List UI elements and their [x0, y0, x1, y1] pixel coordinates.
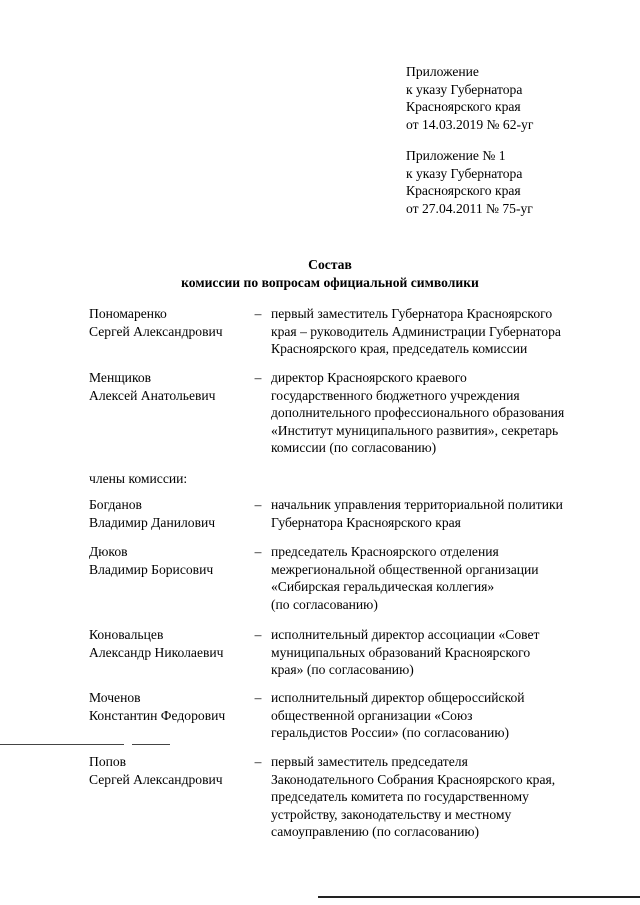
surname: Пономаренко: [89, 306, 167, 321]
role-line: председатель комитета по государственному: [271, 789, 529, 805]
annex-line: Красноярского края: [406, 99, 521, 115]
role-line: Законодательного Собрания Красноярского края,: [271, 771, 556, 787]
given-names: Владимир Борисович: [89, 561, 214, 577]
role-line: края – руководитель Администрации Губернатора: [271, 323, 561, 339]
member-name: [89, 626, 249, 661]
annex-line: Приложение № 1: [406, 148, 506, 163]
title-line-2: комиссии по вопросам официальной символики: [181, 274, 479, 290]
member-name: [89, 689, 249, 724]
dash-separator: –: [254, 497, 262, 512]
member-role: [271, 689, 611, 742]
surname: Менщиков: [89, 370, 152, 385]
role-line: исполнительный директор ассоциации «Совет: [271, 627, 540, 642]
role-line: устройству, законодательству и местному: [271, 806, 512, 822]
surname: Богданов: [89, 497, 142, 512]
role-line: (по согласованию): [271, 596, 378, 612]
given-names: Константин Федорович: [89, 707, 226, 723]
member-name: [89, 496, 249, 531]
role-line: Губернатора Красноярского края: [271, 514, 461, 530]
annex-line: Красноярского края: [406, 183, 521, 199]
member-role: [271, 753, 611, 841]
role-line: первый заместитель Губернатора Красноярского: [271, 306, 553, 321]
dash-separator: –: [254, 544, 262, 559]
role-line: Красноярского края, председатель комиссии: [271, 341, 528, 357]
role-line: муниципальных образований Красноярского: [271, 644, 531, 660]
surname: Коновальцев: [89, 627, 164, 642]
document-title: [100, 256, 560, 291]
role-line: края» (по согласованию): [271, 662, 414, 678]
role-line: первый заместитель председателя: [271, 754, 468, 769]
role-line: комиссии (по согласованию): [271, 440, 437, 456]
member-role: [271, 305, 611, 358]
given-names: Александр Николаевич: [89, 644, 224, 660]
member-name: [89, 305, 249, 340]
role-line: председатель Красноярского отделения: [271, 544, 499, 559]
given-names: Сергей Александрович: [89, 323, 223, 339]
annex-line: к указу Губернатора: [406, 165, 523, 181]
annex-line: к указу Губернатора: [406, 81, 523, 97]
role-line: геральдистов России» (по согласованию): [271, 725, 509, 741]
member-name: [89, 543, 249, 578]
annex-line: от 27.04.2011 № 75-уг: [406, 200, 533, 216]
role-line: дополнительного профессионального образования: [271, 405, 565, 421]
dash-separator: –: [254, 370, 262, 385]
title-line-1: Состав: [308, 257, 352, 272]
surname: Попов: [89, 754, 127, 769]
given-names: Владимир Данилович: [89, 514, 216, 530]
role-line: государственного бюджетного учреждения: [271, 387, 520, 403]
role-line: исполнительный директор общероссийской: [271, 690, 525, 705]
annex-line: от 14.03.2019 № 62-уг: [406, 116, 534, 132]
given-names: Алексей Анатольевич: [89, 387, 216, 403]
member-name: [89, 369, 249, 404]
role-line: директор Красноярского краевого: [271, 370, 467, 385]
role-line: начальник управления территориальной политики: [271, 497, 563, 512]
member-role: [271, 369, 611, 457]
scan-artifact-line: [0, 744, 124, 745]
annex-header-1: [406, 63, 626, 133]
dash-separator: –: [254, 754, 262, 769]
dash-separator: –: [254, 306, 262, 321]
annex-header-2: [406, 147, 626, 217]
surname: Моченов: [89, 690, 141, 705]
member-name: [89, 753, 249, 788]
role-line: «Институт муниципального развития», секретарь: [271, 422, 559, 438]
scan-artifact-line: [318, 896, 640, 898]
surname: Дюков: [89, 544, 128, 559]
member-role: [271, 543, 611, 613]
dash-separator: –: [254, 690, 262, 705]
role-line: «Сибирская геральдическая коллегия»: [271, 579, 495, 595]
dash-separator: –: [254, 627, 262, 642]
given-names: Сергей Александрович: [89, 771, 223, 787]
role-line: общественной организации «Союз: [271, 707, 473, 723]
member-role: [271, 496, 611, 531]
members-label: члены комиссии:: [89, 471, 188, 486]
role-line: самоуправлению (по согласованию): [271, 824, 480, 840]
role-line: межрегиональной общественной организации: [271, 561, 539, 577]
member-role: [271, 626, 611, 679]
annex-line: Приложение: [406, 64, 479, 79]
scan-artifact-line: [132, 744, 170, 745]
